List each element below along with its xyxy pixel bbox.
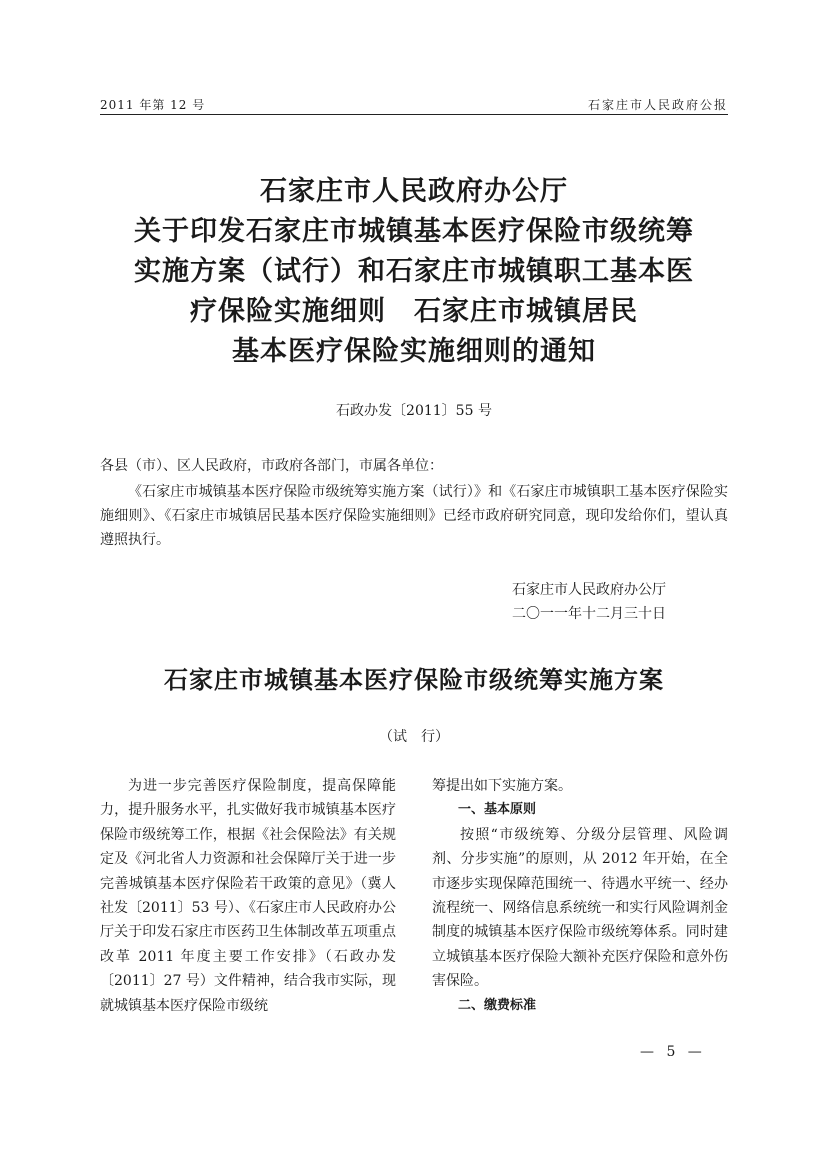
header-issue: 2011 年第 12 号 xyxy=(100,98,206,112)
title-line: 关于印发石家庄市城镇基本医疗保险市级统筹 xyxy=(134,216,694,247)
principles-paragraph: 按照“市级统筹、分级分层管理、风险调剂、分步实施”的原则，从 2012 年开始，在全市逐步实现保障范围统一、待遇水平统一、经办流程统一、网络信息系统统一和实行风险调剂金制度的城镇基本医疗保险市级统筹体系。同时建立城镇基本医疗保险大额补充医疗保险和意外伤害保险。 xyxy=(432,826,728,990)
document-number: 石政办发〔2011〕55 号 xyxy=(336,403,492,419)
notice-title xyxy=(100,172,728,372)
title-line: 疗保险实施细则 石家庄市城镇居民 xyxy=(190,296,638,327)
intro-continuation: 筹提出如下实施方案。 xyxy=(432,778,572,794)
issue-date: 二〇一一年十二月三十日 xyxy=(512,606,666,622)
header-publication: 石家庄市人民政府公报 xyxy=(587,98,728,112)
salutation: 各县（市）、区人民政府，市政府各部门，市属各单位： xyxy=(100,458,443,474)
title-line: 实施方案（试行）和石家庄市城镇职工基本医 xyxy=(134,256,694,287)
notice-body: 《石家庄市城镇基本医疗保险市级统筹实施方案（试行）》和《石家庄市城镇职工基本医疗保险实施细则》、《石家庄市城镇居民基本医疗保险实施细则》已经市政府研究同意，现印发给你们，望认真遵照执行。 xyxy=(100,484,728,548)
header-rule xyxy=(100,114,728,115)
intro-paragraph: 为进一步完善医疗保险制度，提高保障能力，提升服务水平，扎实做好我市城镇基本医疗保险市级统筹工作，根据《社会保险法》有关规定及《河北省人力资源和社会保障厅关于进一步完善城镇基本医疗保险若干政策的意见》（冀人社发〔2011〕53 号）、《石家庄市人民政府办公厅关于印发石家庄市医药卫生体制改革五项重点改革 2011 年度主要工作安排》（石政办发〔2011〕27 号）文件精神，结合我市实际，现就城镇基本医疗保险市级统 xyxy=(100,778,396,1014)
left-column xyxy=(100,774,396,1018)
section-heading-principles: 一、基本原则 xyxy=(458,802,537,818)
plan-title: 石家庄市城镇基本医疗保险市级统筹实施方案 xyxy=(164,665,664,694)
issuer-block xyxy=(512,578,666,626)
section-heading-contribution: 二、缴费标准 xyxy=(458,997,537,1013)
right-column xyxy=(432,774,728,1018)
plan-subtitle: （试 行） xyxy=(379,729,449,745)
title-line: 基本医疗保险实施细则的通知 xyxy=(232,336,596,367)
page-number: — 5 — xyxy=(640,1044,706,1060)
issuer-name: 石家庄市人民政府办公厅 xyxy=(512,582,666,598)
title-line: 石家庄市人民政府办公厅 xyxy=(260,176,568,207)
